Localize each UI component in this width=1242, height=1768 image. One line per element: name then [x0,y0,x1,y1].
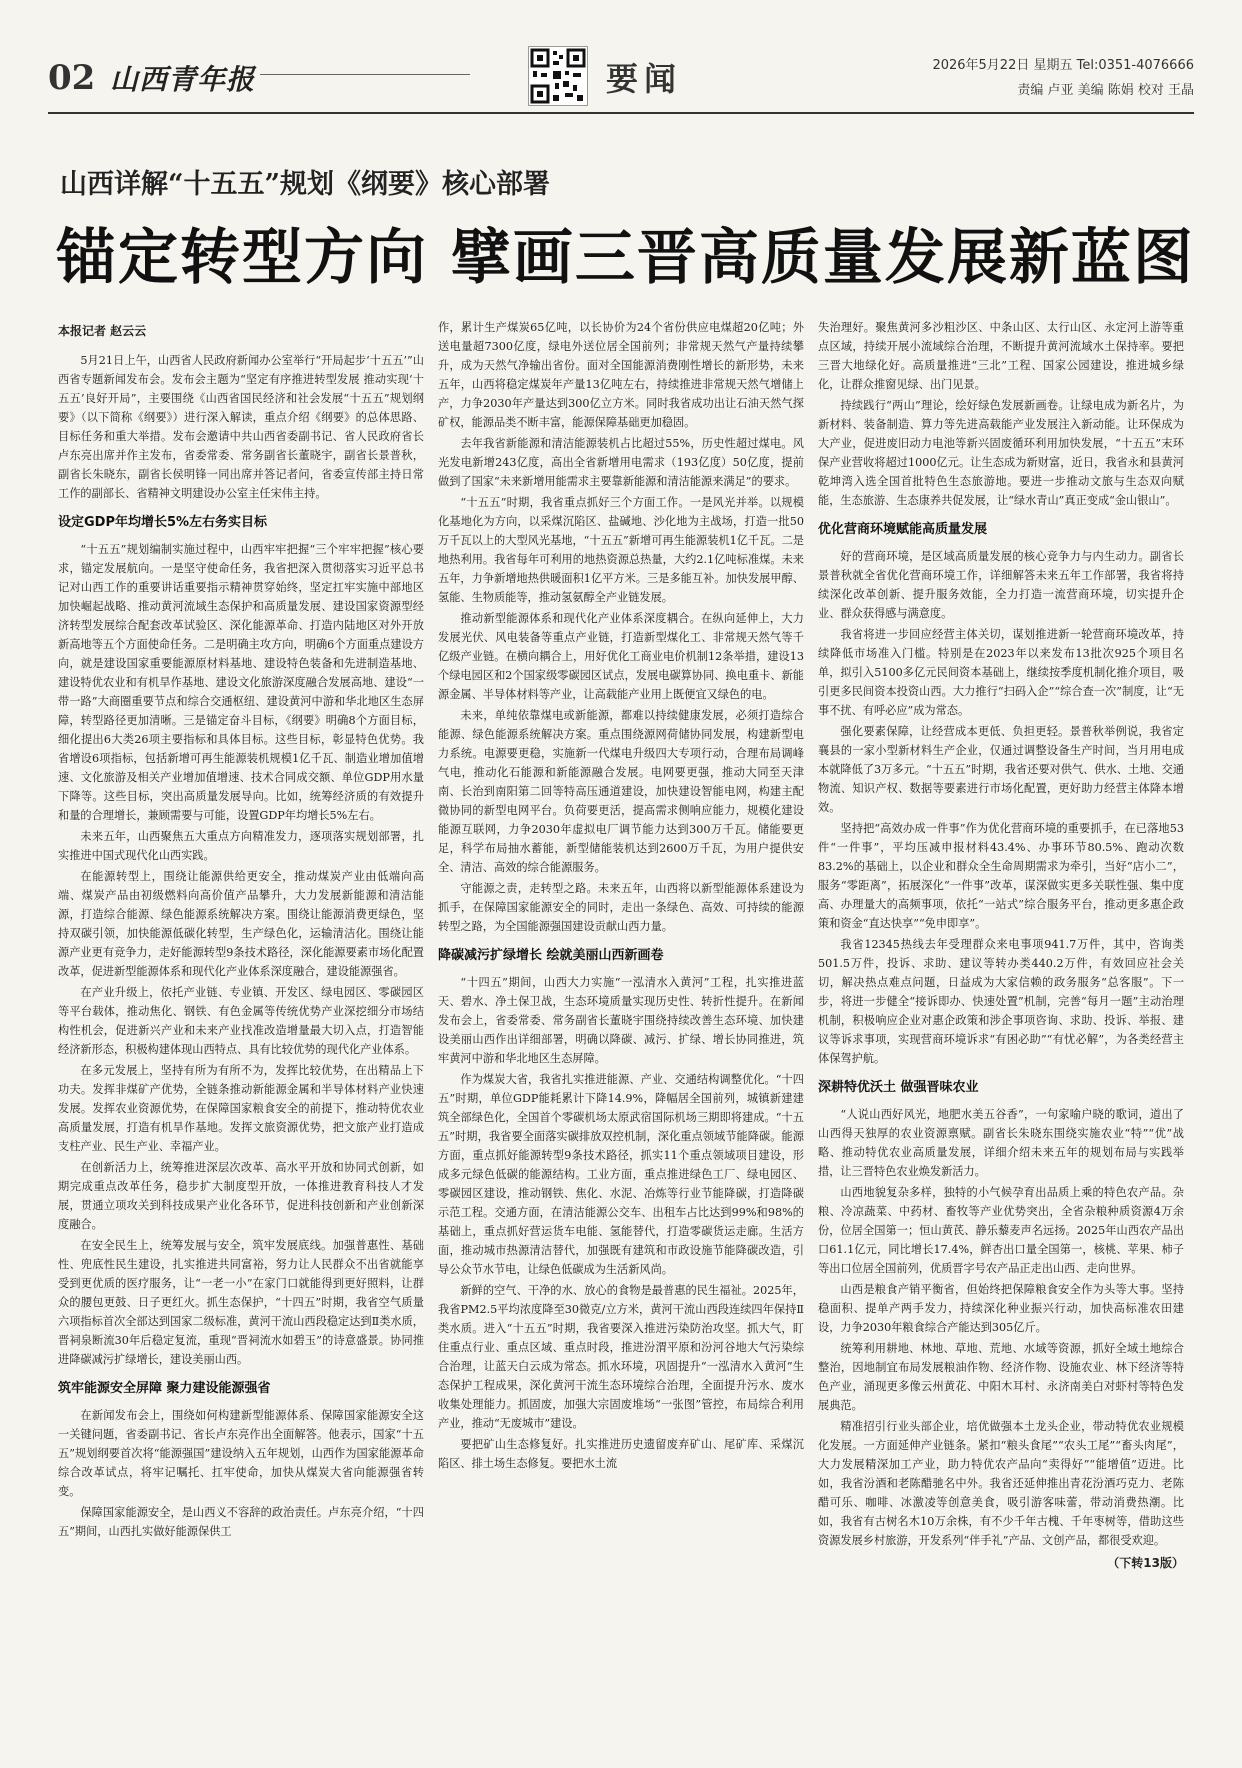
paragraph: 5月21日上午，山西省人民政府新闻办公室举行“开局起步‘十五五’”山西省专题新闻发布会。发布会主题为“坚定有序推进转型发展 推动实现‘十五五’良好开局”，主要围绕《山西省国民经济和社会发展“十五五”规划纲要》（以下简称《纲要》）进行深入解读，重点介绍《纲要》的总体思路、目标任务和重大举措。发布会邀请中共山西省委副书记、省人民政府省长卢东亮出席并作主发布，省委常委、常务副省长董晓宇，副省长景普秋，副省长朱晓东，副省长侯明锋一同出席并答记者问，省委宣传部主持日常工作的副部长、省精神文明建设办公室主任宋伟主持。 [58,354,424,500]
header-rule [48,112,1194,114]
section-heading: 降碳减污扩绿增长 绘就美丽山西新画卷 [438,948,664,963]
section-heading: 设定GDP年均增长5%左右务实目标 [58,515,268,530]
article-subtitle: 山西详解“十五五”规划《纲要》核心部署 [60,169,551,200]
header-divider [260,74,470,75]
paragraph: 在能源转型上，围绕让能源供给更安全，推动煤炭产业由低端向高端、煤炭产品由初级燃料向高价值产品攀升，大力发展新能源和清洁能源，打造综合能源、绿色能源系统解决方案。围绕让能源消费更绿色，坚持双碳引领，加快能源低碳化转型，生产绿色化，运输清洁化。围绕让能源产业更有竞争力，走好能源转型9条技术路径，深化能源要素市场化配置改革，促进新型能源体系和现代化产业体系深度融合，建设能源强省。 [58,870,424,978]
section-heading: 优化营商环境赋能高质量发展 [818,522,988,537]
paragraph: 好的营商环境，是区域高质量发展的核心竞争力与内生动力。副省长景普秋就全省优化营商环境工作，详细解答未来五年工作部署，我省将持续深化改革创新、提升服务效能，全力打造一流营商环境，切实提升企业、群众获得感与满意度。 [818,550,1184,620]
paragraph: 统筹利用耕地、林地、草地、荒地、水域等资源，抓好全域土地综合整治，因地制宜布局发展粮油作物、经济作物、设施农业、林下经济等特色产业，涌现更多像云州黄花、中阳木耳村、永济南美白对虾村等特色发展典范。 [818,1342,1184,1412]
paragraph: 失治理好。聚焦黄河多沙粗沙区、中条山区、太行山区、永定河上游等重点区域，持续开展小流域综合治理，不断提升黄河流域水土保持率。要把三晋大地绿化好。高质量推进“三北”工程、国家公园建设，推进城乡绿化，让群众推窗见绿、出门见景。 [818,321,1184,391]
header-info [932,54,1194,104]
column-1 [58,318,424,1728]
paragraph: “十四五”期间，山西大力实施“一泓清水入黄河”工程，扎实推进蓝天、碧水、净土保卫战，生态环境质量实现历史性、转折性提升。在新闻发布会上，省委常委、常务副省长董晓宇围绕持续改善生态环境、加快建设美丽山西作出详细部署，明确以降碳、减污、扩绿、增长协同推进，筑牢黄河中游和华北地区生态屏障。 [438,976,804,1065]
byline: 本报记者 赵云云 [58,324,147,338]
paragraph: 守能源之责，走转型之路。未来五年，山西将以新型能源体系建设为抓手，在保障国家能源安全的同时，走出一条绿色、高效、可持续的能源转型之路，为全国能源强国建设贡献山西力量。 [438,882,804,933]
paragraph: “十五五”时期，我省重点抓好三个方面工作。一是风光并举。以规模化基地化为方向，以采煤沉陷区、盐碱地、沙化地为主战场，打造一批50万千瓦以上的大型风光基地，“十五五”新增可再生能源装机1亿千瓦。二是地热利用。我省每年可利用的地热资源总热量，大约2.1亿吨标准煤。未来五年，力争新增地热供暖面积1亿平方米。三是多能互补。加快发展甲醇、氢能、生物质能等，推动氢氨醇全产业链发展。 [438,496,804,604]
section-heading: 深耕特优沃土 做强晋味农业 [818,1080,979,1095]
paragraph: 去年我省新能源和清洁能源装机占比超过55%，历史性超过煤电。风光发电新增243亿度，高出全省新增用电需求（193亿度）50亿度，提前做到了国家“未来新增用能需求主要靠新能源和清洁能源来满足”的要求。 [438,437,804,488]
date-line: 2026年5月22日 星期五 Tel:0351-4076666 [932,58,1194,73]
column-3 [818,318,1184,1728]
masthead [48,40,1194,110]
paragraph: 在产业升级上，依托产业链、专业镇、开发区、绿电园区、零碳园区等平台载体，推动焦化、钢铁、有色金属等传统优势产业深挖细分市场结构性机会，促进新兴产业和未来产业找准改造增量最大切入点，打造智能经济新形态，积极构建体现山西特点、具有比较优势的现代化产业体系。 [58,986,424,1056]
paragraph: “十五五”规划编制实施过程中，山西牢牢把握“三个牢牢把握”核心要求，锚定发展航向。一是坚守使命任务，我省把深入贯彻落实习近平总书记对山西工作的重要讲话重要指示精神贯穿始终，坚定扛牢实施中部地区加快崛起战略、推动黄河流域生态保护和高质量发展、建设国家资源型经济转型发展综合配套改革试验区、深化能源革命、打造内陆地区对外开放新高地等五个方面使命任务。二是明确主攻方向，明确6个方面重点建设方向，就是建设国家重要能源原材料基地、建设特色装备和先进制造基地、建设特优农业和有机旱作基地、建设文化旅游深度融合发展高地、建设“一带一路”大商圈重要节点和综合交通枢纽、建设黄河中游和华北地区生态屏障，转型路径更加清晰。三是锚定奋斗目标，《纲要》明确8个方面目标，细化提出6大类26项主要指标和具体目标。这些目标，彰显特色优势。我省增设6项指标，包括新增可再生能源装机规模1亿千瓦、制造业增加值增速、文化旅游及相关产业增加值增速、技术合同成交额、单位GDP用水量下降等。这些目标，突出高质量发展导向。比如，统筹经济质的有效提升和量的合理增长，兼顾需要与可能，设置GDP年均增长5%左右。 [58,543,424,822]
paragraph: 未来，单纯依靠煤电或新能源，都难以持续健康发展，必须打造综合能源、绿色能源系统解决方案。重点围绕源网荷储协同发展，构建新型电力系统。电源要更稳，实施新一代煤电升级四大专项行动，合理布局调峰气电，推动化石能源和新能源融合发展。电网要更强，推动大同至天津南、长治到南阳第二回等特高压通道建设，加快建设智能电网，构建主配微协同的新型电网平台。负荷要更活，提高需求侧响应能力，规模化建设能源互联网，力争2030年虚拟电厂调节能力达到300万千瓦。储能要更足，科学布局抽水蓄能，新型储能装机达到2600万千瓦，为用户提供安全、清洁、高效的综合能源服务。 [438,709,804,874]
paragraph: 保障国家能源安全，是山西义不容辞的政治责任。卢东亮介绍，“十四五”期间，山西扎实做好能源保供工 [58,1506,424,1538]
qr-code-icon[interactable] [528,46,588,106]
paragraph: 坚持把“高效办成一件事”作为优化营商环境的重要抓手，在已落地53件“一件事”，平均压减申报材料43.4%、办事环节80.5%、跑动次数83.2%的基础上，以企业和群众全生命周期需求为牵引，当好“店小二”，服务“零距离”，拓展深化“一件事”改革，谋深做实更多关联性强、集中度高、办理量大的高频事项，依托“一站式”综合服务平台，推动更多惠企政策和资金“直达快享”“免申即享”。 [818,822,1184,930]
section-heading: 筑牢能源安全屏障 聚力建设能源强省 [58,1381,271,1396]
editors-line: 责编 卢亚 美编 陈娟 校对 王晶 [1017,83,1194,98]
continued-notice[interactable]: （下转13版） [1107,1556,1184,1570]
paragraph: 精准招引行业头部企业，培优做强本土龙头企业，带动特优农业规模化发展。一方面延伸产业链条。紧扣“粮头食尾”“农头工尾”“畜头肉尾”，大力发展精深加工产业，助力特优农产品向“卖得好”“能增值”迈进。比如，我省汾酒和老陈醋驰名中外。我省还延伸推出青花汾酒巧克力、老陈醋可乐、咖啡、冰激凌等创意美食，吸引游客味蕾，带动消费热潮。比如，我省有古树名木10万余株，有不少千年古槐、千年枣树等，借助这些资源发展乡村旅游，开发系列“伴手礼”产品、文创产品，都很受欢迎。 [818,1420,1184,1547]
article-headline: 锚定转型方向 擘画三晋高质量发展新蓝图 [56,223,1195,293]
article-body [58,318,1184,1728]
paragraph: 作，累计生产煤炭65亿吨，以长协价为24个省份供应电煤超20亿吨；外送电量超7300亿度，绿电外送位居全国前列；非常规天然气产量持续攀升，成为天然气净输出省份。面对全国能源消费刚性增长的新形势，未来五年，山西将稳定煤炭年产量13亿吨左右，持续推进非常规天然气增储上产，力争2030年产量达到300亿立方米。同时我省成功出让石油天然气探矿权，能源品类不断丰富，能源保障基础更加稳固。 [438,321,804,429]
paragraph: 在新闻发布会上，围绕如何构建新型能源体系、保障国家能源安全这一关键问题，省委副书记、省长卢东亮作出全面解答。他表示，国家“十五五”规划纲要首次将“能源强国”建设纳入五年规划，山西作为国家能源革命综合改革试点，将牢记嘱托、扛牢使命，加快从煤炭大省向能源强省转变。 [58,1409,424,1498]
paragraph: 要把矿山生态修复好。扎实推进历史遗留废弃矿山、尾矿库、采煤沉陷区、排土场生态修复。要把水土流 [438,1438,804,1470]
page-number: 02 [48,58,96,98]
paragraph: 作为煤炭大省，我省扎实推进能源、产业、交通结构调整优化。“十四五”时期，单位GDP能耗累计下降14.9%，降幅居全国前列，城镇新建建筑全部绿色化，全国首个零碳机场太原武宿国际机场三期即将建成。“十五五”时期，我省要全面落实碳排放双控机制，深化重点领域节能降碳。能源方面，重点抓好能源转型9条技术路径，抓实11个重点领域项目建设，形成多元绿色低碳的能源结构。工业方面，重点推进绿色工厂、绿电园区、零碳园区建设，推动钢铁、焦化、水泥、冶炼等行业节能降碳，打造降碳示范工程。交通方面，在清洁能源公交车、出租车占比达到99%和98%的基础上，重点抓好营运货车电能、氢能替代，打造零碳货运走廊。生活方面，推动城市热源清洁替代，加强既有建筑和市政设施节能降碳改造，引导公众节水节电，让绿色低碳成为生活新风尚。 [438,1073,804,1276]
paragraph: 在安全民生上，统筹发展与安全，筑牢发展底线。加强普惠性、基础性、兜底性民生建设，扎实推进共同富裕，努力让人民群众不出省就能享受到更优质的医疗服务，让“一老一小”在家门口就能得到更好照料，让群众的腰包更鼓、日子更红火。抓生态保护，“十四五”时期，我省空气质量六项指标首次全部达到国家二级标准，黄河干流山西段稳定达到Ⅱ类水质，晋祠泉断流30年后稳定复流，重现“晋祠流水如碧玉”的诗意盛景。协同推进降碳减污扩绿增长，建设美丽山西。 [58,1239,424,1366]
paragraph: 山西是粮食产销平衡省，但始终把保障粮食安全作为头等大事。坚持稳面积、提单产两手发力，持续深化种业振兴行动，加快高标准农田建设，力争2030年粮食综合产能达到305亿斤。 [818,1283,1184,1334]
paragraph: 推动新型能源体系和现代化产业体系深度耦合。在纵向延伸上，大力发展光伏、风电装备等重点产业链，打造新型煤化工、非常规天然气等千亿级产业链。在横向耦合上，用好优化工商业电价机制12条举措，建设13个绿电园区和2个国家级零碳园区试点，发展电碳算协同、换电重卡、新能源金属、半导体材料等产业，让高载能产业用上既便宜又绿色的电。 [438,612,804,701]
paragraph: 在创新活力上，统筹推进深层次改革、高水平开放和协同式创新，如期完成重点改革任务，稳步扩大制度型开放，一体推进教育科技人才发展，贯通立项攻关到科技成果产业化各环节，促进科技创新和产业创新深度融合。 [58,1161,424,1231]
paragraph: 我省将进一步回应经营主体关切，谋划推进新一轮营商环境改革，持续降低市场准入门槛。特别是在2023年以来发布13批次925个项目名单，拟引入5100多亿元民间资本基础上，继续按季度机制化推介项目，吸引更多民间资本投资山西。大力推行“扫码入企”“综合查一次”制度，让“无事不扰、有呼必应”成为常态。 [818,628,1184,717]
column-2 [438,318,804,1728]
paragraph: 我省12345热线去年受理群众来电事项941.7万件，其中，咨询类501.5万件，投诉、求助、建议等转办类440.2万件，有效回应社会关切，解决热点难点问题，日益成为大家信赖的政务服务“总客服”。下一步，将进一步健全“接诉即办、快速处置”机制，完善“每月一题”主动治理机制，积极响应企业对惠企政策和涉企事项咨询、求助、投诉、举报、建议等诉求事项，实现营商环境诉求“有困必助”“有忧必解”，为各类经营主体保驾护航。 [818,938,1184,1065]
paragraph: 山西地貌复杂多样，独特的小气候孕育出品质上乘的特色农产品。杂粮、冷凉蔬菜、中药材、畜牧等产业优势突出，全省杂粮种质资源4万余份，位居全国第一；恒山黄芪、静乐藜麦声名远扬。2025年山西农产品出口61.1亿元，同比增长17.4%，鲜杏出口量全国第一，核桃、苹果、柿子等出口位居全国前列，优质晋字号农产品正走出山西、走向世界。 [818,1186,1184,1275]
paragraph: 未来五年，山西聚焦五大重点方向精准发力，逐项落实规划部署，扎实推进中国式现代化山西实践。 [58,830,424,862]
section-title: 要闻 [606,60,683,98]
paragraph: 强化要素保障，让经营成本更低、负担更轻。景普秋举例说，我省定襄县的一家小型新材料生产企业，仅通过调整设备生产时间，当月用电成本就降低了3万多元。“十五五”时期，我省还要对供气、供水、土地、交通物流、知识产权、数据等要素进行市场化配置，更好助力经营主体降本增效。 [818,725,1184,814]
paragraph: 持续践行“两山”理论，绘好绿色发展新画卷。让绿电成为新名片，为新材料、装备制造、算力等先进高载能产业发展注入新动能。让环保成为大产业，促进废旧动力电池等新兴固废循环利用加快发展，“十五五”末环保产业营收将超过1000亿元。让生态成为新财富，近日，我省永和县黄河乾坤湾入选全国首批特色生态旅游地。要进一步推动文旅与生态双向赋能，生态旅游、生态康养共促发展，让“绿水青山”真正变成“金山银山”。 [818,399,1184,507]
newspaper-logo: 山西青年报 [110,63,256,96]
paragraph: 新鲜的空气、干净的水、放心的食物是最普惠的民生福祉。2025年，我省PM2.5平均浓度降至30微克/立方米，黄河干流山西段连续四年保持Ⅱ类水质。进入“十五五”时期，我省要深入推进污染防治攻坚。抓大气，盯住重点行业、重点区域、重点时段，推进汾渭平原和汾河谷地大气污染综合治理，让蓝天白云成为常态。抓水环境，巩固提升“一泓清水入黄河”生态保护工程成果，深化黄河干流生态环境综合治理，全面提升污水、废水收集处理能力。抓固废，加强大宗固废堆场“一张图”管控，布局综合利用产业，推动“无废城市”建设。 [438,1284,804,1430]
paragraph: 在多元发展上，坚持有所为有所不为，发挥比较优势，在出精品上下功夫。发挥非煤矿产优势，全链条推动新能源金属和半导体材料产业快速发展。发挥农业资源优势，在保障国家粮食安全的前提下，推动特优农业高质量发展，打造有机旱作基地。发挥文旅资源优势，把文旅产业打造成支柱产业、民生产业、幸福产业。 [58,1064,424,1153]
paragraph: “人说山西好风光，地肥水美五谷香”，一句家喻户晓的歌词，道出了山西得天独厚的农业资源禀赋。副省长朱晓东围绕实施农业“特”“优”战略、推动特优农业高质量发展，详细介绍未来五年的规划布局与实践举措，让三晋特色农业焕发新活力。 [818,1108,1184,1178]
